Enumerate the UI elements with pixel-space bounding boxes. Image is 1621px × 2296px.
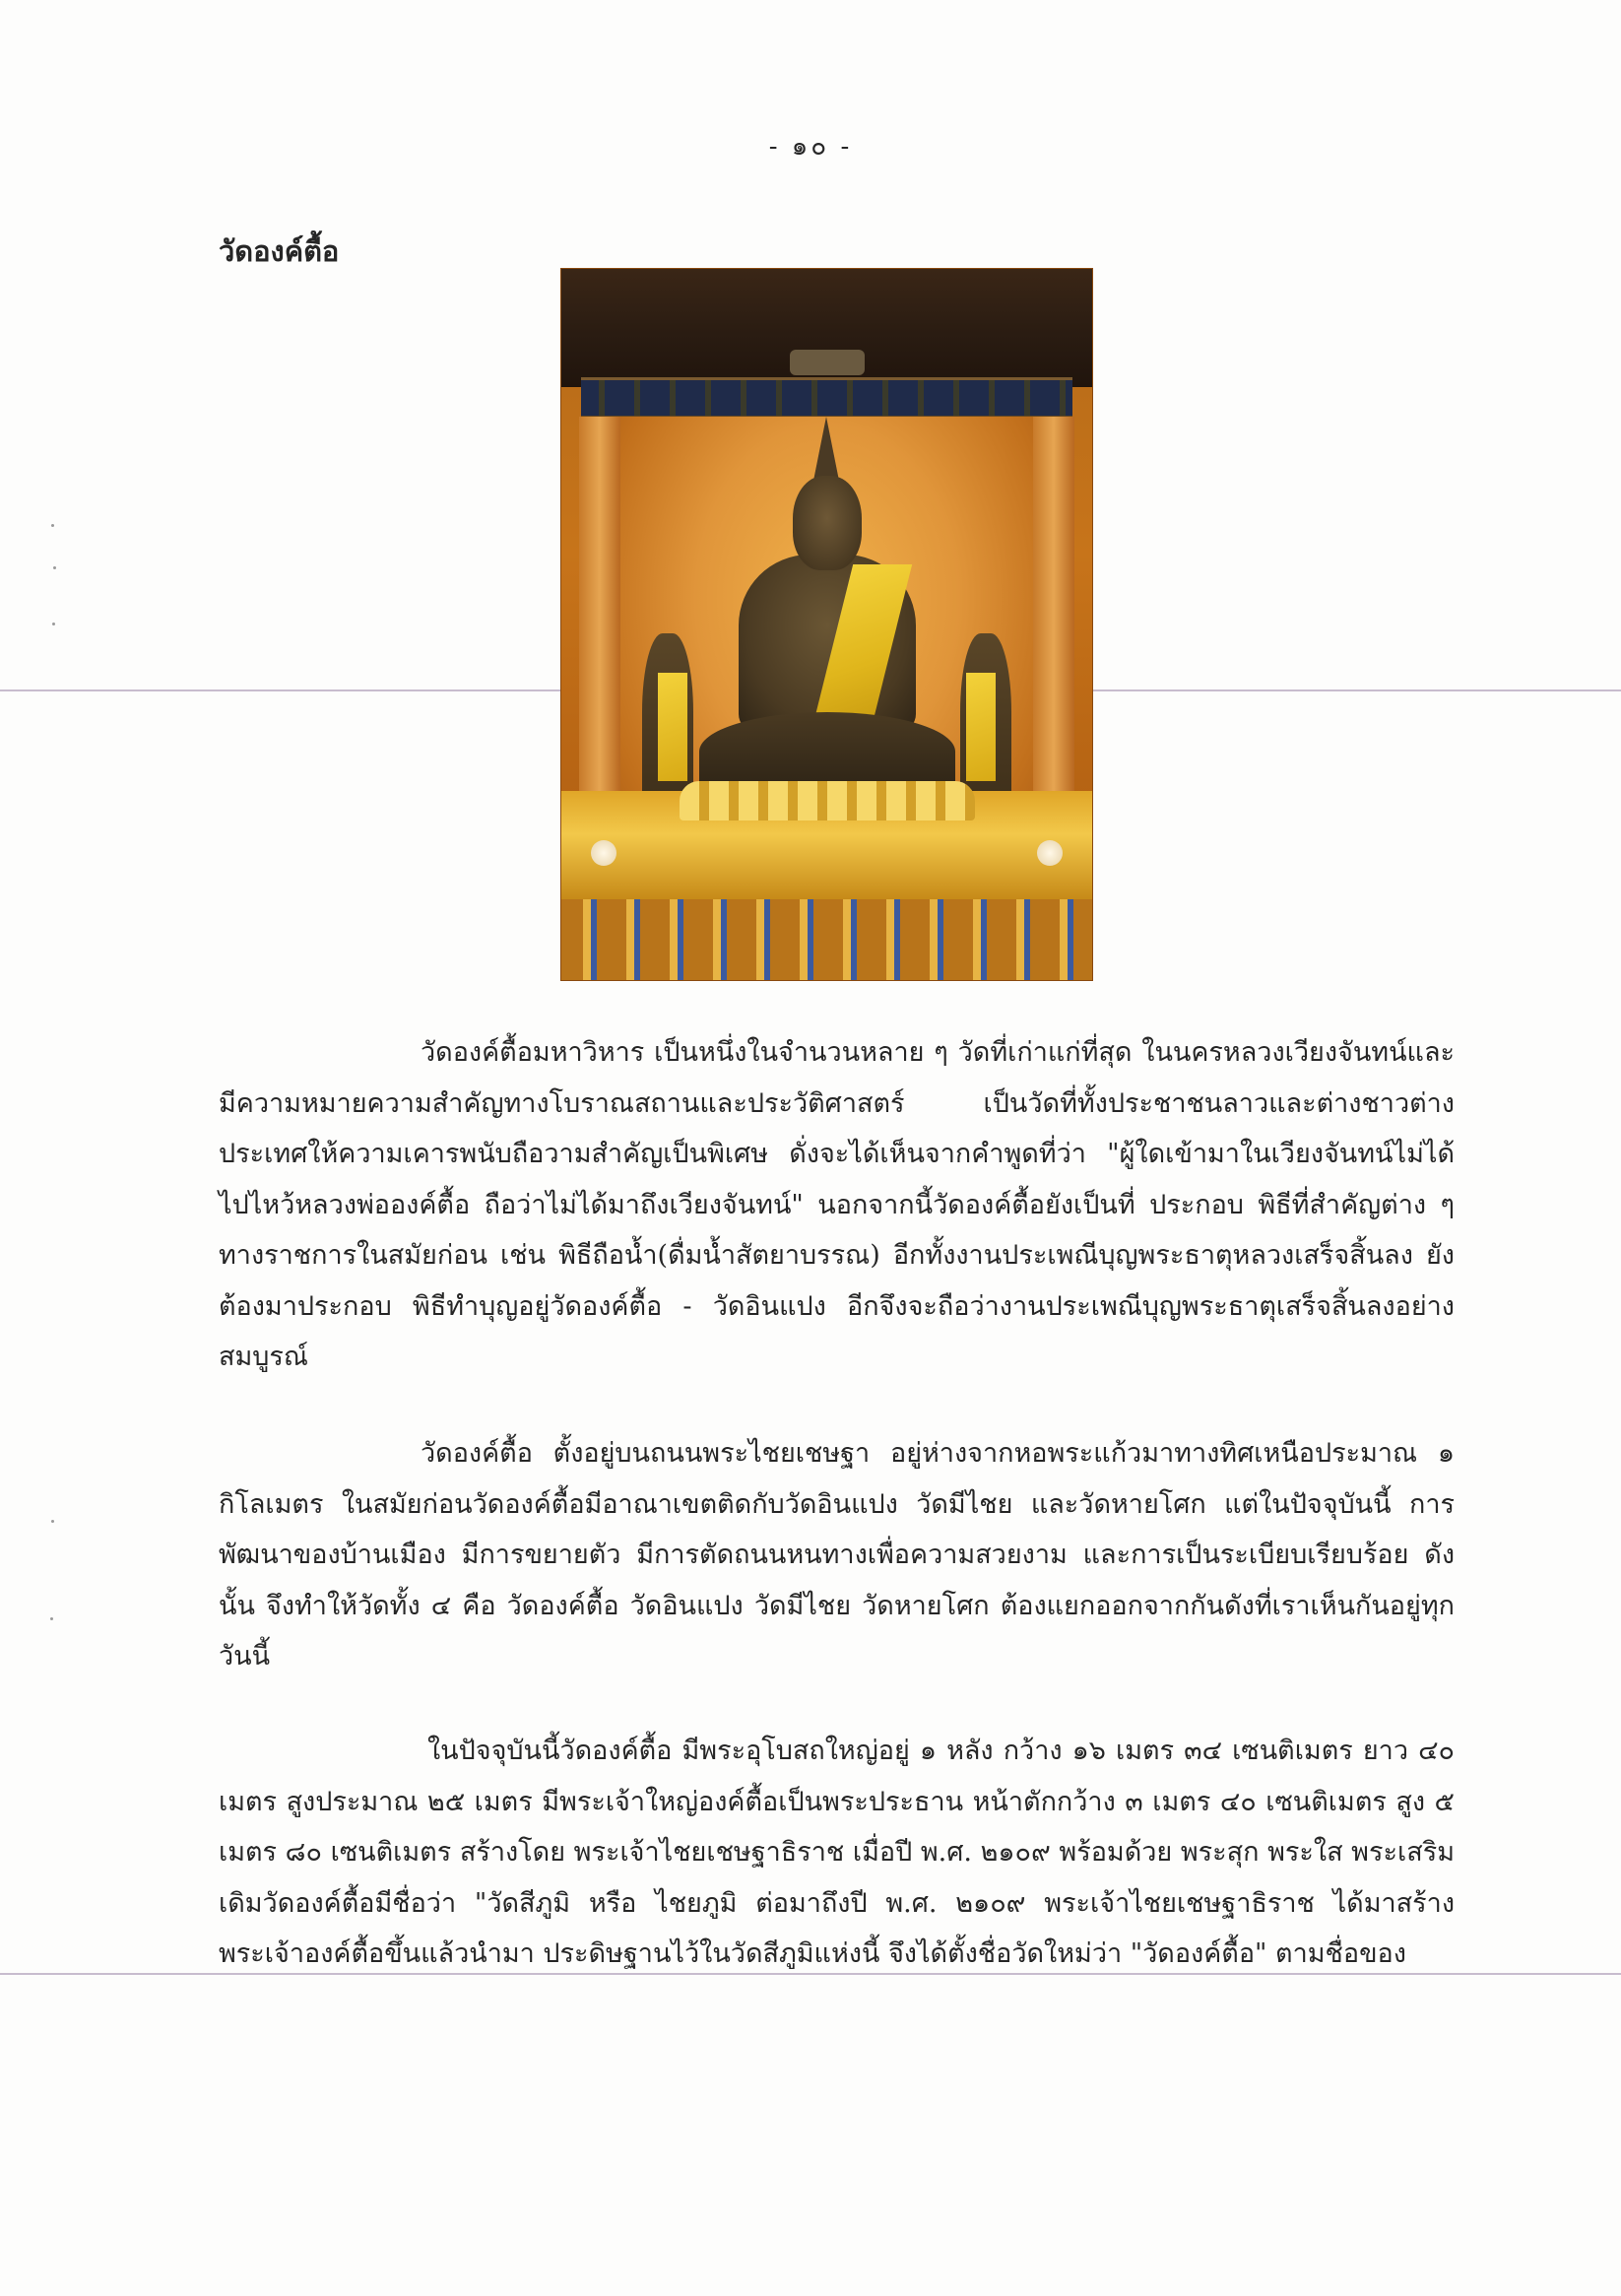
photo-roof-band (581, 377, 1072, 419)
photo-attendant-robe (966, 673, 996, 781)
photo-lamp (1037, 840, 1063, 866)
body-paragraph: วัดองค์ตื้อมหาวิหาร เป็นหนึ่งในจำนวนหลาย ๆ วัดที่เก่าแก่ที่สุด ในนครหลวงเวียงจันทน์และมีความหมายความสำคัญทางโบราณสถานและประวัติศาสตร์ เป็นวัดที่ทั้งประชาชนลาวและต่างชาวต่างประเทศให้ความเคารพนับถือวามสำคัญเป็นพิเศษ ดั่งจะได้เห็นจากคำพูดที่ว่า "ผู้ใดเข้ามาในเวียงจันทน์ไม่ได้ไปไหว้หลวงพ่อองค์ตื้อ ถือว่าไม่ได้มาถึงเวียงจันทน์" นอกจากนี้วัดองค์ตื้อยังเป็นที่ ประกอบ พิธีที่สำคัญต่าง ๆทางราชการในสมัยก่อน เช่น พิธีถือน้ำ(ดื่มน้ำสัตยาบรรณ) อีกทั้งงานประเพณีบุญพระธาตุหลวงเสร็จสิ้นลง ยังต้องมาประกอบ พิธีทำบุญอยู่วัดองค์ตื้อ - วัดอินแปง อีกจึงจะถือว่างานประเพณีบุญพระธาตุเสร็จสิ้นลงอย่างสมบูรณ์ (219, 1037, 1455, 1372)
photo-buddha-lap (699, 712, 955, 791)
page-number: - ๑๐ - (768, 132, 853, 162)
photo-buddha-head (793, 476, 862, 570)
scan-artifact-dot (52, 623, 55, 625)
photo-altar-front (561, 899, 1092, 980)
photo-roof-ornament (790, 350, 865, 375)
body-paragraph: วัดองค์ตื้อ ตั้งอยู่บนถนนพระไชยเชษฐา อยู่ห่างจากหอพระแก้วมาทางทิศเหนือประมาณ ๑ กิโลเมตร ในสมัยก่อนวัดองค์ตื้อมีอาณาเขตติดกับวัดอินแปง วัดมีไชย และวัดหายโศก แต่ในปัจจุบันนี้ การพัฒนาของบ้านเมือง มีการขยายตัว มีการตัดถนนหนทางเพื่อความสวยงาม และการเป็นระเบียบเรียบร้อย ดังนั้น จึงทำให้วัดทั้ง ๔ คือ วัดองค์ตื้อ วัดอินแปง วัดมีไชย วัดหายโศก ต้องแยกออกจากกันดังที่เราเห็นกันอยู่ทุกวันนี้ (219, 1438, 1455, 1672)
buddha-image-photo (561, 269, 1092, 980)
scan-artifact-dot (53, 566, 56, 569)
photo-lamp (591, 840, 616, 866)
scan-artifact-dot (51, 524, 54, 527)
photo-attendant-robe (658, 673, 687, 781)
scan-artifact-dot (51, 1520, 54, 1523)
section-heading: วัดองค์ตื้อ (219, 234, 340, 268)
scan-artifact-dot (50, 1617, 53, 1620)
body-paragraph: ในปัจจุบันนี้วัดองค์ตื้อ มีพระอุโบสถใหญ่อยู่ ๑ หลัง กว้าง ๑๖ เมตร ๓๔ เซนติเมตร ยาว ๔๐ เมตร สูงประมาณ ๒๕ เมตร มีพระเจ้าใหญ่องค์ตื้อเป็นพระประธาน หน้าตักกว้าง ๓ เมตร ๔๐ เซนติเมตร สูง ๕ เมตร ๘๐ เซนติเมตร สร้างโดย พระเจ้าไชยเชษฐาธิราช เมื่อปี พ.ศ. ๒๑๐๙ พร้อมด้วย พระสุก พระใส พระเสริม เดิมวัดองค์ตื้อมีชื่อว่า "วัดสีภูมิ หรือ ไชยภูมิ ต่อมาถึงปี พ.ศ. ๒๑๐๙ พระเจ้าไชยเชษฐาธิราช ได้มาสร้างพระเจ้าองค์ตื้อขึ้นแล้วนำมา ประดิษฐานไว้ในวัดสีภูมิแห่งนี้ จึงได้ตั้งชื่อวัดใหม่ว่า "วัดองค์ตื้อ" ตามชื่อของ (219, 1736, 1455, 1969)
photo-lotus-base (680, 781, 975, 820)
